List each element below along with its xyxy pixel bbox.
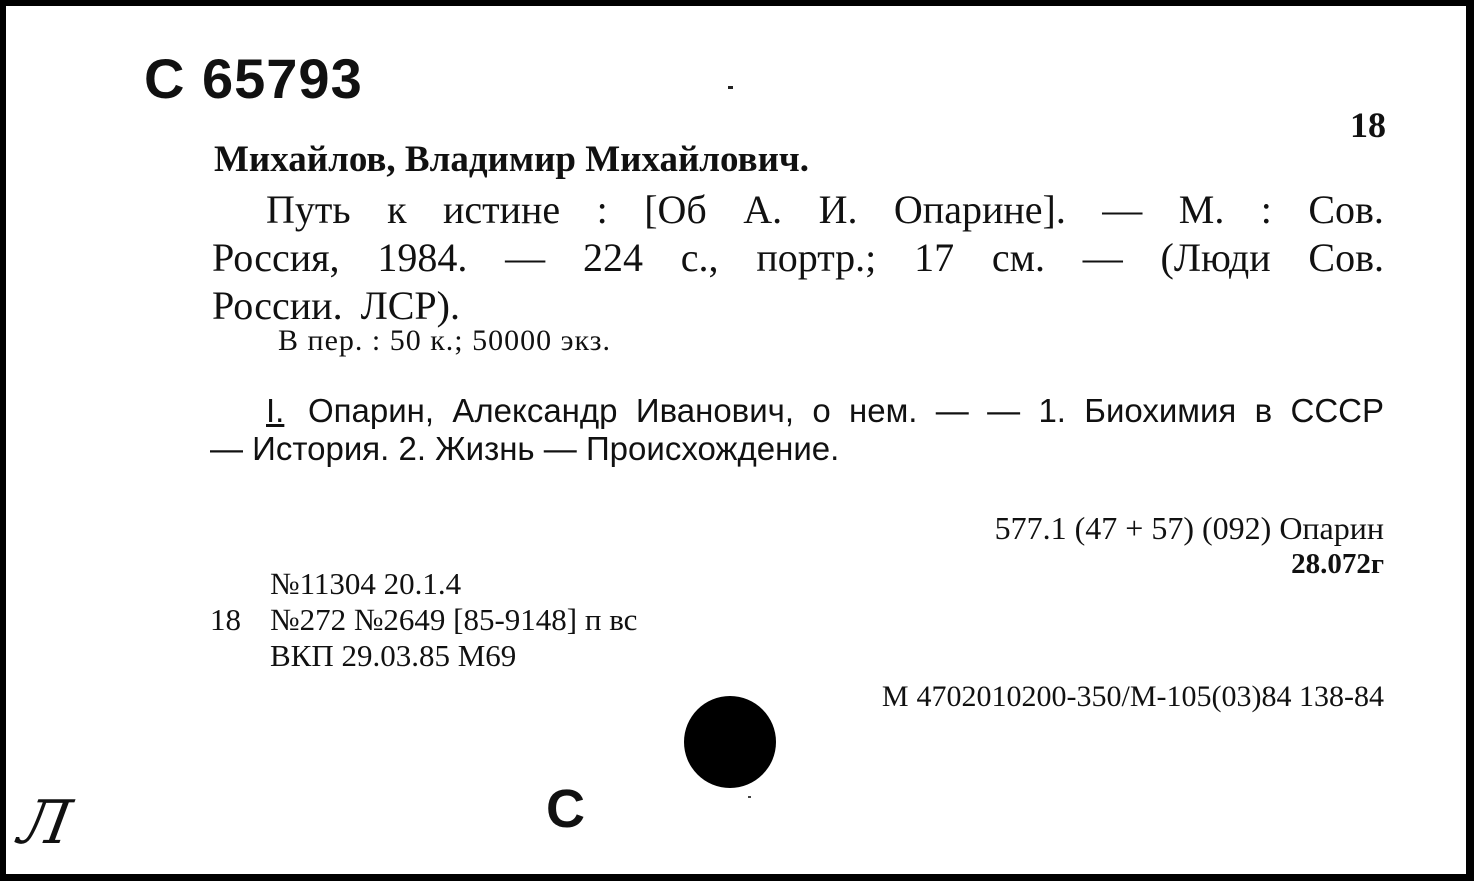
subject-line-1-word: нем.	[849, 392, 918, 429]
bottom-letter: С	[546, 779, 585, 839]
description-line-2-word: Сов.	[1308, 235, 1384, 280]
description-line-1-word: И.	[818, 187, 858, 232]
description-line-1-word: :	[1260, 187, 1272, 232]
subject-line-1-word: Биохимия	[1084, 392, 1237, 429]
description-line-2	[212, 234, 1384, 282]
publisher-code-prefix: М	[881, 680, 909, 713]
description-line-1-word: к	[387, 187, 407, 232]
description-line-2-word: 1984.	[377, 235, 468, 280]
subject-line-1-word: Опарин,	[308, 392, 435, 429]
description-line-1-word: Опарине].	[893, 187, 1066, 232]
description-line-2-word: (Люди	[1160, 235, 1271, 280]
description-line-1	[212, 186, 1384, 234]
description-line-1-word: истине	[442, 187, 561, 232]
description-line-1-word: Путь	[266, 187, 351, 232]
description-line-1-word: М.	[1178, 187, 1225, 232]
description-line-1-word: :	[596, 187, 608, 232]
udc-index: 577.1 (47 + 57) (092) Опарин	[994, 510, 1384, 546]
publisher-code	[882, 680, 1384, 714]
registry-line-3	[210, 638, 637, 674]
subject-line-1-word: Александр	[452, 392, 618, 429]
description-line-3	[212, 282, 1384, 330]
registry-line-2-text: №272 №2649 [85-9148] п вс	[270, 602, 638, 637]
subject-line-1-word: СССР	[1290, 392, 1384, 429]
description-line-2-word: см.	[991, 235, 1045, 280]
subject-line-1-word: —	[935, 392, 969, 429]
subject-line-2-text: — История. 2. Жизнь — Происхождение.	[210, 430, 840, 467]
description-line-1-word: Сов.	[1308, 187, 1384, 232]
shelf-mark: С 65793	[144, 47, 363, 110]
description-line-1-word: —	[1102, 187, 1143, 232]
description-line-1-word: А.	[743, 187, 783, 232]
registry-line-2-prefix: 18	[210, 602, 241, 637]
subject-line-1-prefix: I.	[266, 392, 285, 429]
subject-line-2	[210, 430, 1384, 468]
subject-line-1	[210, 392, 1384, 430]
registry-line-3-text: ВКП 29.03.85 М69	[270, 638, 517, 673]
publisher-code-text: 4702010200-350/М-105(03)84 138-84	[916, 680, 1384, 713]
subject-line-1-word: —	[987, 392, 1021, 429]
description-line-3-word: России.	[212, 283, 343, 328]
description-line-2-word: 224	[582, 235, 643, 280]
description-line-2-word: с.,	[680, 235, 719, 280]
description-line-2-word: —	[505, 235, 546, 280]
subject-line-1-word: 1.	[1038, 392, 1066, 429]
registry-block	[210, 566, 637, 674]
registry-line-2	[210, 602, 637, 638]
description-line-2-word: Россия,	[212, 235, 340, 280]
subject-line-1-word: Иванович,	[635, 392, 794, 429]
bbk-index: 28.072г	[1291, 548, 1384, 580]
catalog-card	[6, 6, 1466, 874]
subject-line-1-word: о	[812, 392, 831, 429]
ink-speck	[728, 86, 733, 89]
description-line-1-word: [Об	[644, 187, 707, 232]
author-heading: Михайлов, Владимир Михайлович.	[214, 139, 810, 180]
description-line-2-word: портр.;	[756, 235, 877, 280]
registry-line-1	[210, 566, 637, 602]
price-and-print-run: В пер. : 50 к.; 50000 экз.	[278, 324, 612, 357]
description-line-2-word: 17	[914, 235, 955, 280]
ink-speck-bottom	[748, 796, 751, 798]
punch-hole	[684, 696, 776, 788]
description-line-3-word: ЛСР).	[360, 283, 460, 328]
description-line-2-word: —	[1082, 235, 1123, 280]
subject-line-1-word: в	[1254, 392, 1273, 429]
subject-headings	[210, 392, 1384, 468]
bibliographic-description	[212, 186, 1384, 330]
registry-line-1-text: №11304 20.1.4	[270, 566, 462, 601]
page-number: 18	[1350, 105, 1386, 145]
handwritten-mark: Л	[13, 788, 77, 858]
